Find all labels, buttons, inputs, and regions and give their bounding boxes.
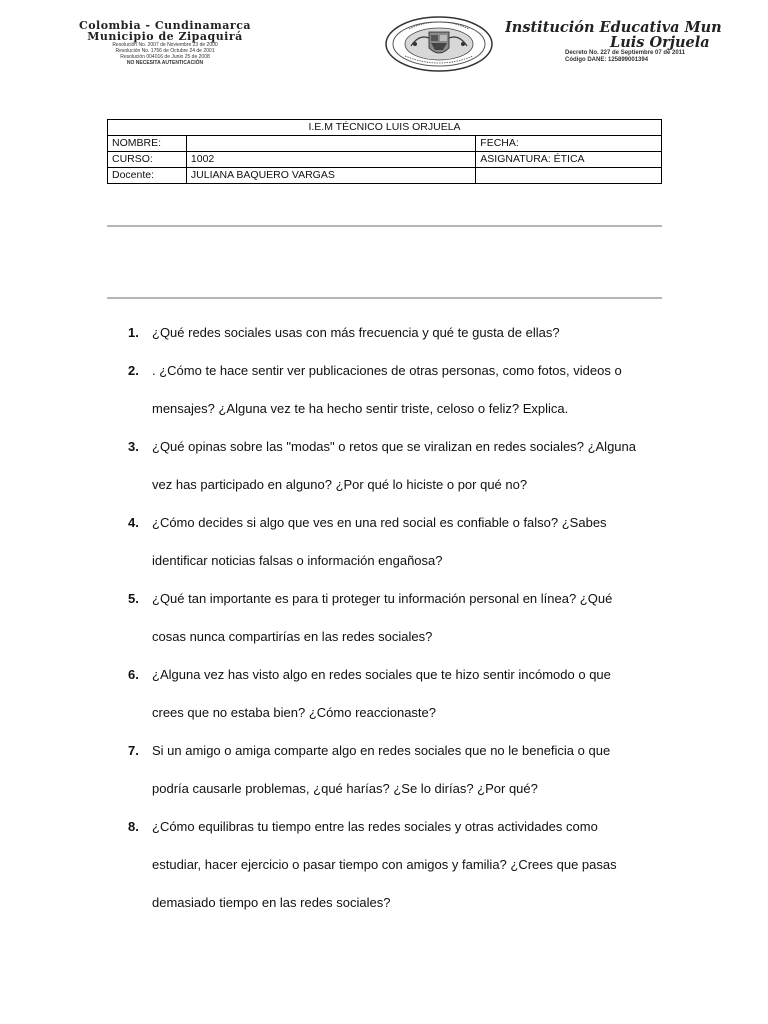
school-title-cell: I.E.M TÉCNICO LUIS ORJUELA	[108, 120, 662, 136]
question-number: 2.	[128, 363, 139, 378]
curso-label: CURSO:	[108, 152, 187, 168]
header-authentication-note: NO NECESITA AUTENTICACIÓN	[126, 60, 204, 66]
header-resolution-3: Resolución 004016 de Junio 25 de 2008	[120, 54, 210, 60]
divider-bottom	[107, 297, 662, 299]
question-text-line: identificar noticias falsas o información engañosa?	[152, 553, 443, 568]
question-item	[128, 656, 668, 732]
institution-dane-code: Código DANE: 125899001394	[565, 57, 649, 63]
asignatura-cell: ASIGNATURA: ÉTICA	[476, 152, 662, 168]
municipality-header	[70, 20, 260, 66]
question-text-line: ¿Qué redes sociales usas con más frecuencia y qué te gusta de ellas?	[152, 325, 560, 340]
docente-value: JULIANA BAQUERO VARGAS	[186, 168, 475, 184]
question-number: 3.	[128, 439, 139, 454]
header-resolution-2: Resolución No. 1756 de Octubre 24 de 2001	[115, 48, 215, 54]
question-text-line: ¿Cómo equilibras tu tiempo entre las redes sociales y otras actividades como	[152, 819, 598, 834]
institution-header	[505, 20, 768, 64]
header-country-line: Colombia - Cundinamarca	[78, 19, 252, 32]
question-item	[128, 314, 668, 352]
student-info-table	[107, 119, 662, 184]
question-item	[128, 580, 668, 656]
question-text-line: ¿Alguna vez has visto algo en redes sociales que te hizo sentir incómodo o que	[152, 667, 611, 682]
question-number: 7.	[128, 743, 139, 758]
question-text-line: . ¿Cómo te hace sentir ver publicaciones de otras personas, como fotos, videos o	[152, 363, 622, 378]
question-text-line: ¿Qué opinas sobre las "modas" o retos que se viralizan en redes sociales? ¿Alguna	[152, 439, 636, 454]
table-row	[108, 168, 662, 184]
question-number: 1.	[128, 325, 139, 340]
question-text-line: cosas nunca compartirías en las redes sociales?	[152, 629, 433, 644]
question-number: 4.	[128, 515, 139, 530]
question-text-line: crees que no estaba bien? ¿Cómo reaccionaste?	[152, 705, 437, 720]
question-number: 8.	[128, 819, 139, 834]
school-seal-icon	[385, 16, 493, 72]
fecha-field[interactable]: FECHA:	[476, 136, 662, 152]
question-text-line: mensajes? ¿Alguna vez te ha hecho sentir triste, celoso o feliz? Explica.	[152, 401, 569, 416]
nombre-field[interactable]	[186, 136, 475, 152]
question-item	[128, 504, 668, 580]
question-text-line: estudiar, hacer ejercicio o pasar tiempo con amigos y familia? ¿Crees que pasas	[152, 857, 617, 872]
header-resolution-1: Resolución No. 2007 de Noviembre 23 de 2000	[112, 42, 218, 48]
table-row	[108, 136, 662, 152]
question-item	[128, 428, 668, 504]
question-text-line: Si un amigo o amiga comparte algo en redes sociales que no le beneficia o que	[152, 743, 611, 758]
institution-name-line2: Luis Orjuela	[610, 34, 710, 51]
institution-name: Institución Educativa Mun	[505, 20, 722, 36]
question-text-line: vez has participado en alguno? ¿Por qué lo hiciste o por qué no?	[152, 477, 528, 492]
question-item	[128, 732, 668, 808]
nombre-label: NOMBRE:	[108, 136, 187, 152]
docente-label: Docente:	[108, 168, 187, 184]
divider-top	[107, 225, 662, 227]
table-title-row	[108, 120, 662, 136]
question-text-line: demasiado tiempo en las redes sociales?	[152, 895, 391, 910]
curso-value: 1002	[186, 152, 475, 168]
question-text-line: podría causarle problemas, ¿qué harías? ¿Se lo dirías? ¿Por qué?	[152, 781, 538, 796]
question-item	[128, 808, 668, 922]
question-number: 6.	[128, 667, 139, 682]
question-number: 5.	[128, 591, 139, 606]
table-row	[108, 152, 662, 168]
empty-cell	[476, 168, 662, 184]
question-text-line: ¿Qué tan importante es para ti proteger tu información personal en línea? ¿Qué	[152, 591, 613, 606]
question-text-line: ¿Cómo decides si algo que ves en una red social es confiable o falso? ¿Sabes	[152, 515, 607, 530]
institution-decree: Decreto No. 227 de Septiembre 07 de 2011	[565, 50, 686, 56]
header-municipality-line: Municipio de Zipaquirá	[87, 30, 243, 43]
question-list	[128, 314, 668, 922]
question-item	[128, 352, 668, 428]
